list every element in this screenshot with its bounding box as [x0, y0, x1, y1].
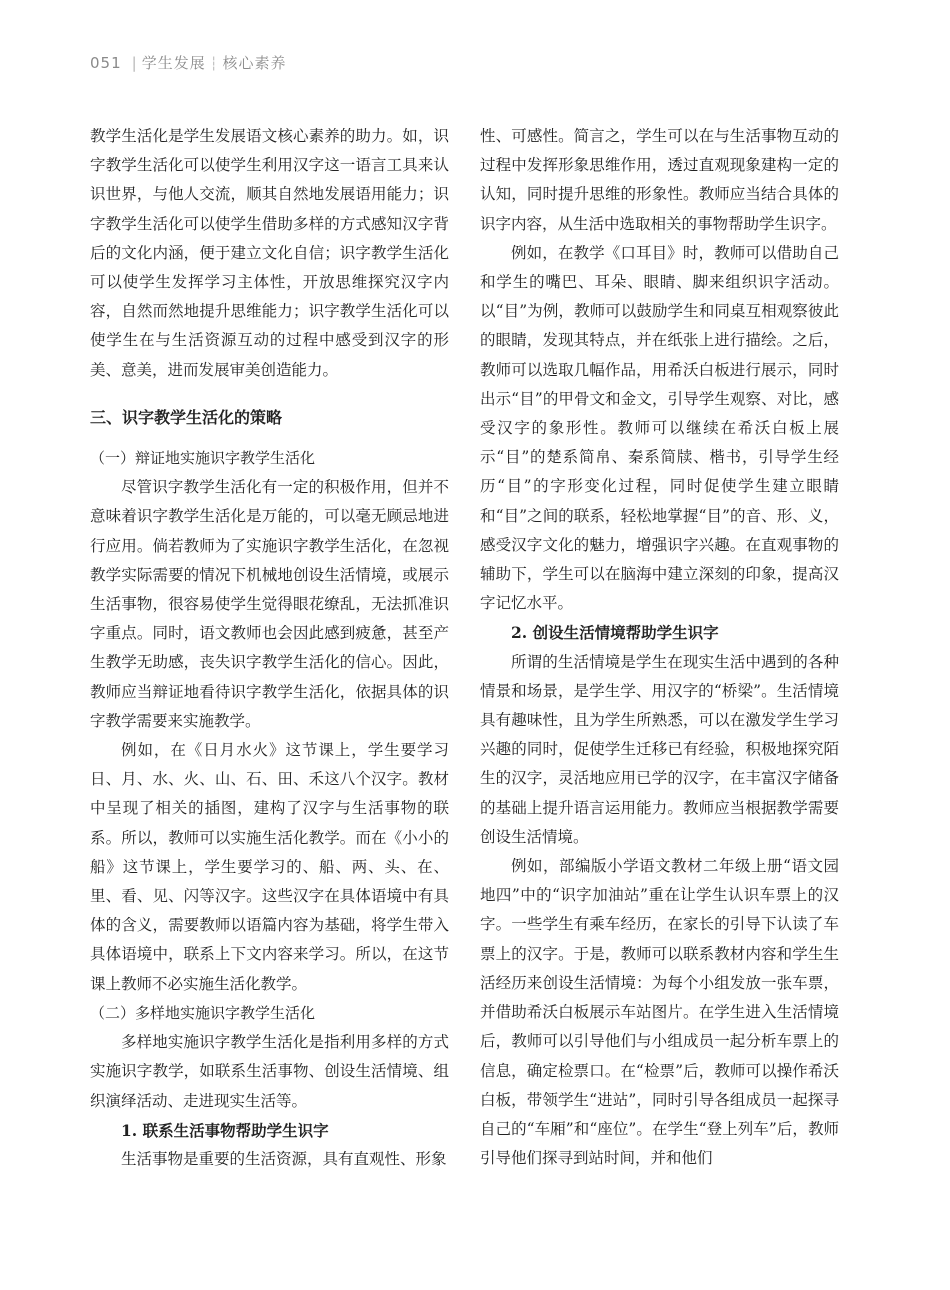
journal-title: 学生发展 [141, 54, 206, 72]
right-column [480, 122, 839, 1173]
paragraph: 例如，在《日月水火》这节课上，学生要学习日、月、水、火、山、石、田、禾这八个汉字。教材中呈现了相关的插图，建构了汉字与生活事物的联系。所以，教师可以实施生活化教学。而在《小小的船》这节课上，学生要学习的、船、两、头、在、里、看、见、闪等汉字。这些汉字在具体语境中有具体的含义，需要教师以语篇内容为基础，将学生带入具体语境中，联系上下文内容来学习。所以，在这节课上教师不必实施生活化教学。 [90, 741, 449, 993]
left-column [90, 122, 449, 1174]
paragraph: 尽管识字教学生活化有一定的积极作用，但并不意味着识字教学生活化是万能的，可以毫无顾忌地进行应用。倘若教师为了实施识字教学生活化，在忽视教学实际需要的情况下机械地创设生活情境，或展示生活事物，很容易使学生觉得眼花缭乱，无法抓准识字重点。同时，语文教师也会因此感到疲惫，甚至产生教学无助感，丧失识字教学生活化的信心。因此，教师应当辩证地看待识字教学生活化，依据具体的识字教学需要来实施教学。 [90, 478, 449, 730]
header-dotted-divider: ┆ [209, 57, 219, 72]
paragraph: 例如，部编版小学语文教材二年级上册“语文园地四”中的“识字加油站”重在让学生认识车票上的汉字。一些学生有乘车经历，在家长的引导下认读了车票上的汉字。于是，教师可以联系教材内容和学生生活经历来创设生活情境：为每个小组发放一张车票，并借助希沃白板展示车站图片。在学生进入生活情境后，教师可以引导他们与小组成员一起分析车票上的信息，确定检票口。在“检票”后，教师可以操作希沃白板，带领学生“进站”，同时引导各组成员一起探寻自己的“车厢”和“座位”。在学生“登上列车”后，教师引导他们探寻到站时间，并和他们 [480, 857, 839, 1168]
running-header [90, 52, 287, 73]
header-divider: | [131, 54, 138, 72]
section-title: 核心素养 [222, 54, 287, 72]
section-heading: 三、识字教学生活化的策略 [90, 407, 283, 427]
subsection-heading-1: （一）辩证地实施识字教学生活化 [90, 449, 316, 468]
item-heading-1: 1. 联系生活事物帮助学生识字 [121, 1120, 329, 1140]
paragraph-intro: 教学生活化是学生发展语文核心素养的助力。如，识字教学生活化可以使学生利用汉字这一语言工具来认识世界，与他人交流，顺其自然地发展语用能力；识字教学生活化可以使学生借助多样的方式感知汉字背后的文化内涵，便于建立文化自信；识字教学生活化可以使学生发挥学习主体性，开放思维探究汉字内容，自然而然地提升思维能力；识字教学生活化可以使学生在与生活资源互动的过程中感受到汉字的形美、意美，进而发展审美创造能力。 [90, 127, 449, 379]
page-number: 051 [90, 54, 122, 72]
item-heading-2: 2. 创设生活情境帮助学生识字 [511, 623, 719, 643]
subsection-heading-2: （二）多样地实施识字教学生活化 [90, 1003, 316, 1022]
paragraph: 生活事物是重要的生活资源，具有直观性、形象 [121, 1149, 447, 1168]
paragraph: 例如，在教学《口耳目》时，教师可以借助自己和学生的嘴巴、耳朵、眼睛、脚来组织识字活动。以“目”为例，教师可以鼓励学生和同桌互相观察彼此的眼睛，发现其特点，并在纸张上进行描绘。之后，教师可以选取几幅作品，用希沃白板进行展示，同时出示“目”的甲骨文和金文，引导学生观察、对比，感受汉字的象形性。教师可以继续在希沃白板上展示“目”的楚系简帛、秦系简牍、楷书，引导学生经历“目”的字形变化过程，同时促使学生建立眼睛和“目”之间的联系，轻松地掌握“目”的音、形、义，感受汉字文化的魅力，增强识字兴趣。在直观事物的辅助下，学生可以在脑海中建立深刻的印象，提高汉字记忆水平。 [480, 243, 839, 613]
paragraph-continued: 性、可感性。简言之，学生可以在与生活事物互动的过程中发挥形象思维作用，透过直观现象建构一定的认知，同时提升思维的形象性。教师应当结合具体的识字内容，从生活中选取相关的事物帮助学生识字。 [480, 127, 839, 233]
paragraph: 所谓的生活情境是学生在现实生活中遇到的各种情景和场景，是学生学、用汉字的“桥梁”。生活情境具有趣味性，且为学生所熟悉，可以在激发学生学习兴趣的同时，促使学生迁移已有经验，积极地探究陌生的汉字，灵活地应用已学的汉字，在丰富汉字储备的基础上提升语言运用能力。教师应当根据教学需要创设生活情境。 [480, 652, 839, 846]
paragraph: 多样地实施识字教学生活化是指利用多样的方式实施识字教学，如联系生活事物、创设生活情境、组织演绎活动、走进现实生活等。 [90, 1033, 449, 1110]
